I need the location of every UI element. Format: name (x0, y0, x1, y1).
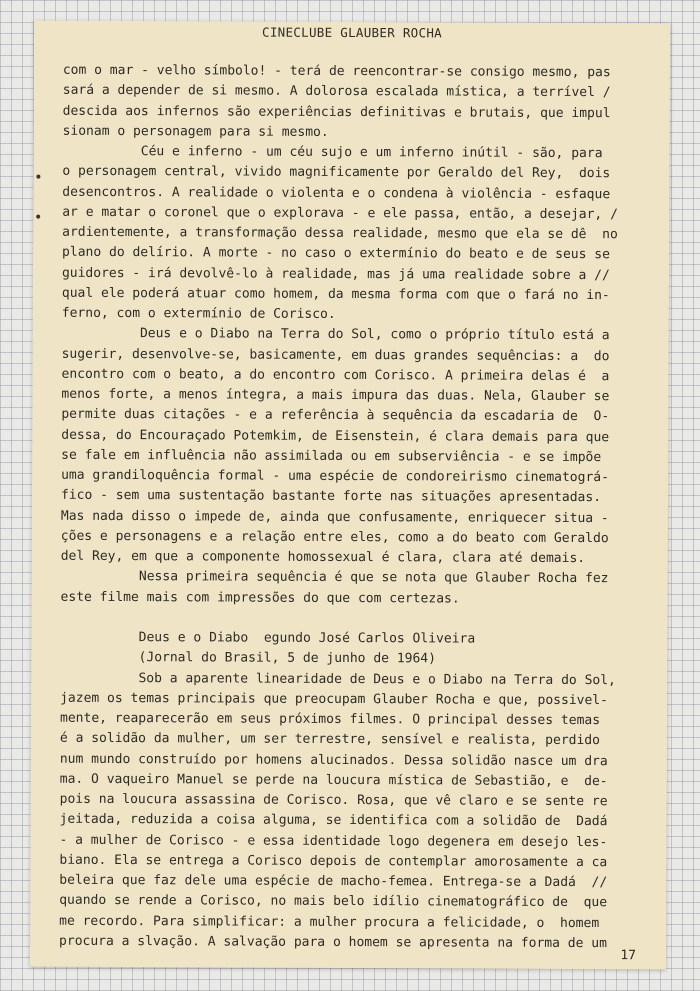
text-line: menos forte, a menos íntegra, a mais impura das duas. Nela, Glauber se (61, 386, 610, 405)
text-line: é a solidão da mulher, um ser terrestre, sensível e realista, perdido (59, 730, 601, 749)
text-line: Céu e inferno - um céu sujo e um inferno inútil - são, para (62, 143, 603, 162)
text-line: del Rey, em que a componente homossexual é clara, clara até demais. (60, 548, 586, 567)
text-line: ar e matar o coronel que o explorava - e ele passa, então, a desejar, / (62, 204, 618, 222)
margin-mark (36, 215, 40, 219)
text-line: Sob a aparente linearidade de Deus e o Diabo na Terra do Sol, (60, 670, 616, 688)
text-line: o personagem central, vivido magnificamente por Geraldo del Rey, dois (62, 163, 611, 182)
text-line: biano. Ela se entrega a Corisco depois de contemplar amorosamente a ca (59, 852, 608, 870)
text-line: Deus e o Diabo na Terra do Sol, como o próprio título está a (61, 325, 610, 344)
margin-mark (36, 175, 40, 179)
text-line: plano do delírio. A morte - no caso o extermínio do beato e de seus se (62, 244, 610, 263)
text-line: mente, reaparecerão em seus próximos filmes. O principal desses temas (59, 710, 601, 729)
page-header: CINECLUBE GLAUBER ROCHA (261, 24, 443, 41)
text-line: qual ele poderá atuar como homem, da mesma forma com que o fará no in- (61, 285, 610, 303)
page-number: 17 (620, 948, 637, 964)
text-line: quando se rende a Corisco, no mais belo idílio cinematográfico de que (59, 892, 608, 911)
text-line: se fale em influência não assimilada ou em subserviência - e se impõe (61, 447, 602, 465)
text-line: sará a depender de si mesmo. A dolorosa escalada mística, a terrível / (62, 82, 611, 101)
text-line: ções e personagens e a relação entre eles, como a do beato com Geraldo (60, 528, 609, 546)
text-line: uma grandiloquência formal - uma espécie de condoreirismo cinematográ- (61, 467, 609, 486)
text-line: permite duas citações - e a referência à sequência da escadaria de O- (61, 406, 610, 425)
text-line: dessa, do Encouraçado Potemkim, de Eisenstein, é clara demais para que (61, 427, 610, 445)
text-line: sionam o personagem para si mesmo. (62, 123, 329, 140)
text-line: Deus e o Diabo egundo José Carlos Oliveira (60, 629, 476, 647)
text-line: fico - sem uma sustentação bastante forte nas situações apresentadas. (60, 487, 602, 506)
text-line: - a mulher de Corisco - e essa identidade logo degenera em desejo les- (59, 832, 608, 850)
text-line: desencontros. A realidade o violenta e o condena à violência - esfaque (62, 184, 611, 202)
text-line: este filme mais com impressões do que com certezas. (60, 589, 460, 606)
text-line: ardientemente, a transformação dessa realidade, mesmo que ela se dê no (62, 224, 618, 243)
text-line: ferno, com o extermínio de Corisco. (61, 305, 336, 322)
text-line: procura a slvação. A salvação para o homem se apresenta na forma de um (59, 933, 607, 951)
text-line: sugerir, desenvolve-se, basicamente, em duas grandes sequências: a do (61, 346, 610, 364)
document-page (30, 21, 670, 970)
text-line: num mundo construído por homens alucinados. Dessa solidão nasce um dra (59, 751, 608, 769)
text-line: me recordo. Para simplificar: a mulher procura a felicidade, o homem (59, 913, 600, 931)
text-line: beleira que faz dele uma espécie de macho-femea. Entrega-se a Dadá // (59, 872, 608, 891)
text-line: jeitada, reduzida a coisa alguma, se identifica com a solidão de Dadá (59, 811, 608, 830)
text-line: jazem os temas principais que preocupam Glauber Rocha e que, possivel- (60, 690, 609, 708)
text-line: (Jornal do Brasil, 5 de junho de 1964) (60, 649, 437, 667)
text-line: Nessa primeira sequência é que se nota que Glauber Rocha fez (60, 568, 609, 587)
text-line (60, 607, 650, 630)
text-line: descida aos infernos são experiências definitivas e brutais, que impul (62, 103, 611, 121)
text-line: guidores - irá devolvê-lo à realidade, mas já uma realidade sobre a // (61, 265, 610, 283)
text-line: com o mar - velho símbolo! - terá de reencontrar-se consigo mesmo, pas (62, 62, 611, 81)
text-line: Mas nada disso o impede de, ainda que confusamente, enriquecer situa - (60, 508, 609, 526)
text-line: encontro com o beato, a do encontro com Corisco. A primeira delas é a (61, 366, 610, 384)
document-body (59, 61, 653, 955)
text-line: pois na loucura assassina de Corisco. Rosa, que vê claro e se sente re (59, 791, 608, 810)
text-line: ma. O vaqueiro Manuel se perde na loucura mística de Sebastião, e de- (59, 771, 608, 789)
